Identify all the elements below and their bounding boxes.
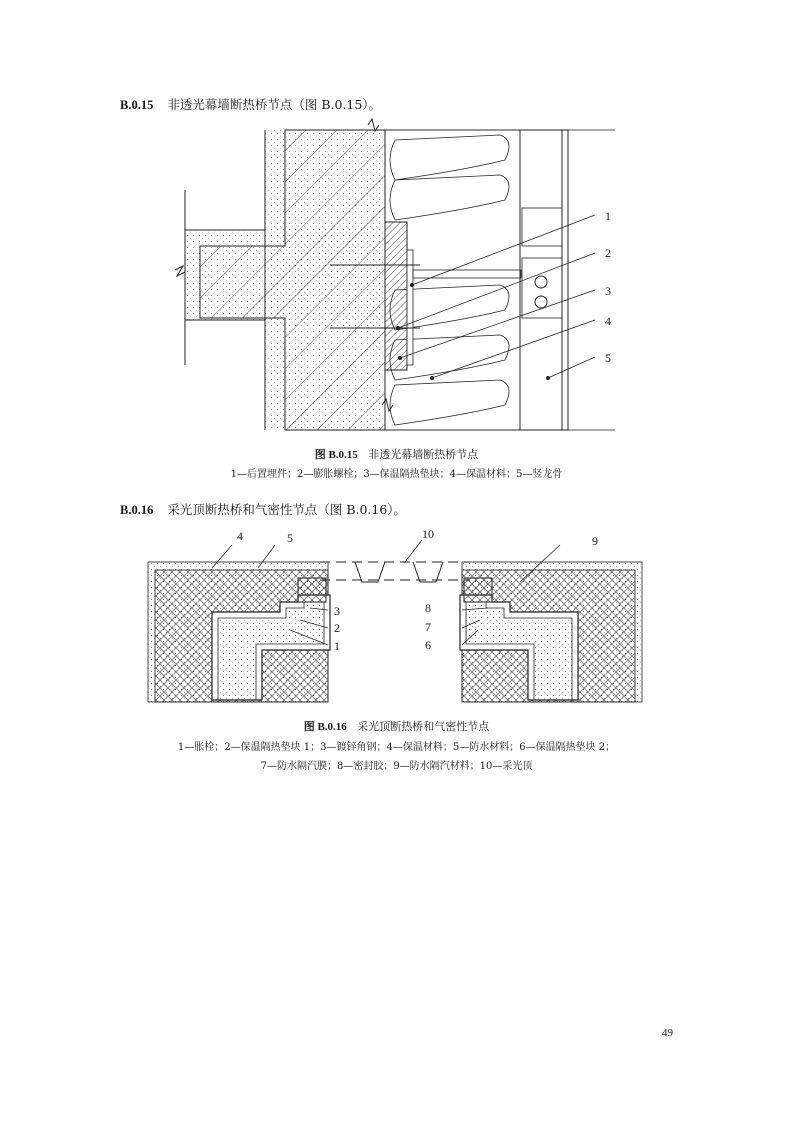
callout-6: 6 (425, 638, 431, 652)
callout-5: 5 (287, 531, 293, 545)
callout-4: 4 (605, 314, 611, 328)
callout-10: 10 (422, 527, 434, 541)
callout-5: 5 (605, 351, 611, 365)
concrete-wall (200, 130, 385, 430)
embedded-plate (385, 222, 407, 370)
callout-1: 1 (334, 639, 340, 653)
figure-legend-b016-line1: 1—胀栓；2—保温隔热垫块 1；3—镀锌角钢；4—保温材料；5—防水材料；6—保温隔热垫块 2； (177, 742, 616, 753)
callout-3: 3 (334, 604, 340, 618)
skylight-glass (320, 562, 470, 582)
figure-caption-number: 图 B.0.16 (303, 721, 347, 733)
section-heading-b016 (120, 500, 406, 518)
section-title: 采光顶断热桥和气密性节点（图 B.0.16）。 (167, 502, 407, 517)
figure-b016-drawing (0, 520, 793, 705)
callout-3: 3 (605, 284, 611, 298)
figure-legend-b015: 1—后置埋件；2—膨胀螺栓；3—保温隔热垫块；4—保温材料；5—竖龙骨 (230, 469, 563, 480)
section-number: B.0.15 (120, 98, 154, 112)
callout-1: 1 (605, 209, 611, 223)
callout-4: 4 (237, 529, 243, 543)
figure-b015-drawing (0, 0, 793, 440)
figure-caption-number: 图 B.0.15 (314, 449, 358, 461)
figure-caption-title: 采光顶断热桥和气密性节点 (357, 720, 490, 733)
section-number: B.0.16 (120, 503, 154, 517)
page-number: 49 (662, 1027, 673, 1039)
figure-caption-b016 (0, 718, 793, 734)
thermal-pad (407, 250, 413, 365)
callout-7: 7 (425, 620, 431, 634)
figure-legend-b016-line2: 7—防水隔汽膜；8—密封胶；9—防水隔汽材料；10—采光顶 (260, 761, 533, 772)
callout-2: 2 (605, 246, 611, 260)
callout-9: 9 (592, 534, 598, 548)
section-title: 非透光幕墙断热桥节点（图 B.0.15）。 (167, 97, 382, 112)
callout-8: 8 (425, 601, 431, 615)
bracket-arm (413, 270, 521, 278)
vertical-mullion (520, 130, 568, 430)
right-pad (464, 578, 492, 602)
figure-caption-title: 非透光幕墙断热桥节点 (368, 448, 479, 461)
left-pad (298, 578, 326, 602)
callout-2: 2 (334, 621, 340, 635)
figure-caption-b015 (0, 446, 793, 462)
callout-leaders (398, 215, 595, 378)
